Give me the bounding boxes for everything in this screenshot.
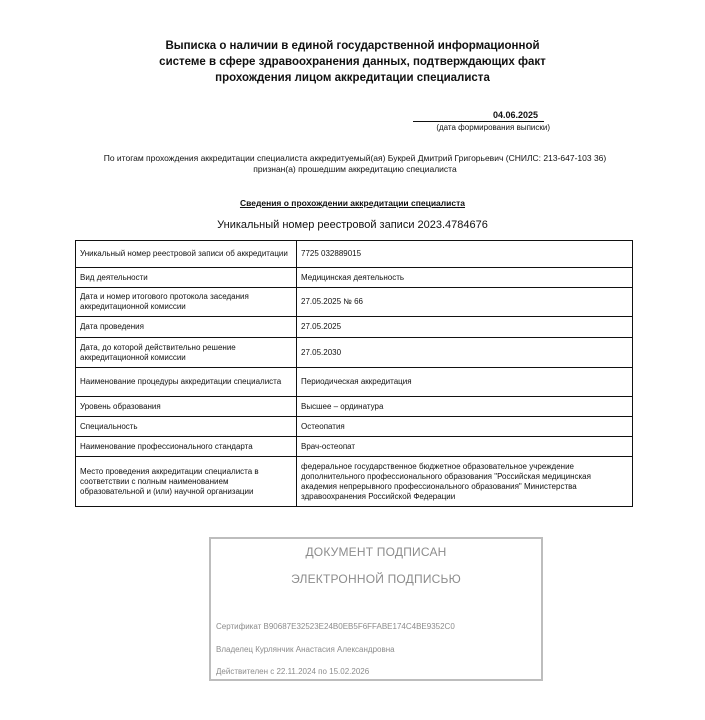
accreditation-table (75, 240, 633, 507)
title-line: Выписка о наличии в единой государственной информационной (165, 40, 540, 52)
title-line: прохождения лицом аккредитации специалиста (215, 72, 490, 84)
electronic-signature-stamp (209, 537, 543, 681)
table-row (76, 457, 633, 507)
row-value: Остеопатия (297, 417, 633, 437)
row-label: Уникальный номер реестровой записи об аккредитации (76, 241, 297, 268)
row-value: федеральное государственное бюджетное образовательное учреждение дополнительного профессионального образования "Российская медицинская академия непрерывного профессионального образования" Министерства здравоохранения Российской Федерации (297, 457, 633, 507)
title-line: системе в сфере здравоохранения данных, подтверждающих факт (159, 56, 546, 68)
row-value: 27.05.2025 № 66 (297, 288, 633, 317)
table-row (76, 397, 633, 417)
stamp-owner: Владелец Курлянчик Анастасия Александровна (216, 645, 395, 654)
section-heading: Сведения о прохождении аккредитации специалиста (239, 198, 466, 208)
row-label: Дата, до которой действительно решение аккредитационной комиссии (76, 338, 297, 368)
issue-date-block (405, 110, 550, 133)
row-label: Место проведения аккредитации специалиста в соответствии с полным наименованием образовательной и (или) научной организации (76, 457, 297, 507)
row-value: 27.05.2030 (297, 338, 633, 368)
issue-date-caption: (дата формирования выписки) (436, 123, 550, 132)
table-row (76, 437, 633, 457)
row-label: Уровень образования (76, 397, 297, 417)
row-label: Дата проведения (76, 317, 297, 338)
row-label: Вид деятельности (76, 268, 297, 288)
row-value: 27.05.2025 (297, 317, 633, 338)
table-row (76, 268, 633, 288)
intro-text (70, 153, 640, 175)
row-value: Медицинская деятельность (297, 268, 633, 288)
table-row (76, 417, 633, 437)
table-row (76, 288, 633, 317)
issue-date: 04.06.2025 (413, 110, 544, 122)
row-value: 7725 032889015 (297, 241, 633, 268)
table-row (76, 368, 633, 397)
row-label: Наименование процедуры аккредитации специалиста (76, 368, 297, 397)
stamp-certificate: Сертификат B90687E32523E24B0EB5F6FFABE174C4BE9352C0 (216, 622, 455, 631)
stamp-title: ДОКУМЕНТ ПОДПИСАН (305, 545, 447, 559)
row-label: Наименование профессионального стандарта (76, 437, 297, 457)
row-label: Дата и номер итогового протокола заседания аккредитационной комиссии (76, 288, 297, 317)
document-title (150, 38, 555, 86)
intro-line: По итогам прохождения аккредитации специалиста аккредитуемый(ая) Букрей Дмитрий Григорьевич (СНИЛС: 213-647-103 36) (103, 153, 607, 163)
intro-line: признан(а) прошедшим аккредитацию специалиста (253, 164, 457, 174)
stamp-validity: Действителен с 22.11.2024 по 15.02.2026 (216, 667, 370, 676)
stamp-subtitle: ЭЛЕКТРОННОЙ ПОДПИСЬЮ (291, 572, 461, 586)
table-row (76, 338, 633, 368)
table-row (76, 241, 633, 268)
row-value: Периодическая аккредитация (297, 368, 633, 397)
row-value: Врач-остеопат (297, 437, 633, 457)
row-label: Специальность (76, 417, 297, 437)
record-number-heading: Уникальный номер реестровой записи 2023.4784676 (217, 219, 488, 231)
row-value: Высшее – ординатура (297, 397, 633, 417)
table-row (76, 317, 633, 338)
